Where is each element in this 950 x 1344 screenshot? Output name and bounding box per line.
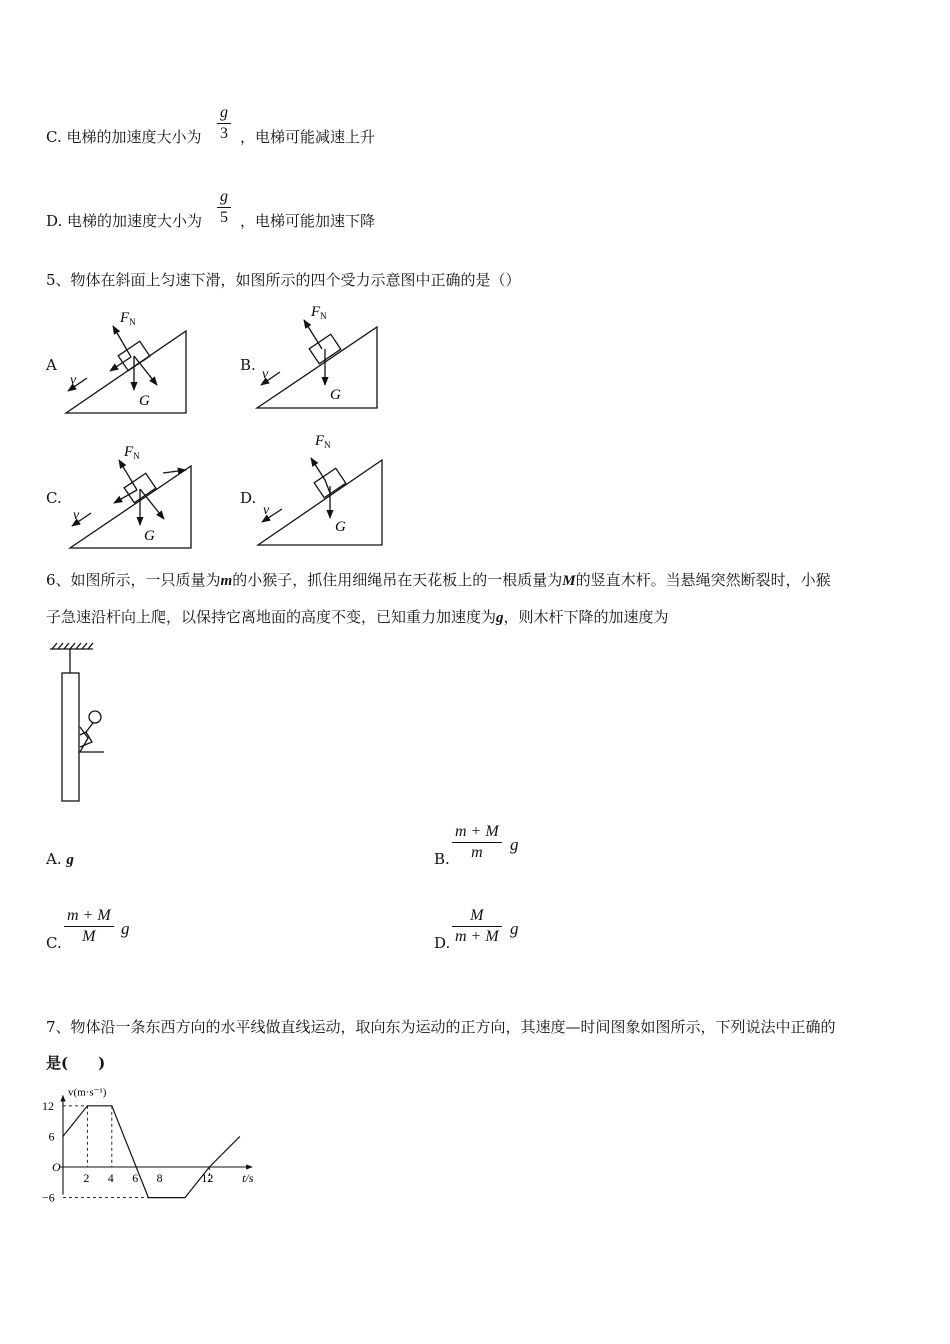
y-tick-label: 6 — [48, 1129, 55, 1144]
q6-option-c-g: g — [121, 919, 130, 938]
q5-b-fn-label: $F_N$ — [311, 304, 327, 321]
q4-option-d-tail: ，电梯可能加速下降 — [240, 212, 376, 230]
x-tick-label: 2 — [83, 1171, 90, 1185]
q6-option-c-label: C. — [46, 934, 62, 952]
q5-c-g-label: G — [144, 528, 155, 544]
q6-stem-line2: 子急速沿杆向上爬，以保持它离地面的高度不变，已知重力加速度为g，则木杆下降的加速度为 — [46, 608, 669, 626]
q6-option-d-g: g — [510, 919, 519, 938]
q5-c-fn-label: $F_N$ — [124, 444, 140, 461]
x-axis-label: t/s — [242, 1171, 254, 1185]
y-tick-label: −6 — [42, 1190, 55, 1205]
q5-label-a: A — [46, 356, 57, 374]
q4-option-d-fraction: g 5 — [217, 188, 231, 227]
q6-option-b-fraction: m + M m — [452, 823, 502, 862]
x-tick-label: 4 — [107, 1171, 114, 1185]
y-axis-label: v(m·s⁻¹) — [68, 1086, 107, 1099]
q5-diagram-d — [258, 458, 382, 545]
q5-label-b: B. — [240, 356, 256, 374]
x-tick-label: 6 — [132, 1171, 139, 1185]
q4-option-c-tail: ，电梯可能减速上升 — [240, 128, 376, 146]
x-tick-label: 12 — [201, 1171, 214, 1185]
q5-stem: 5、物体在斜面上匀速下滑，如图所示的四个受力示意图中正确的是（） — [46, 271, 521, 289]
q6-option-b-label: B. — [434, 850, 450, 868]
q5-d-v-label: v — [263, 503, 270, 518]
q5-label-c: C. — [46, 489, 62, 507]
q5-b-g-label: G — [330, 387, 341, 403]
q5-c-v-label: v — [73, 508, 80, 523]
q5-b-v-label: v — [262, 367, 269, 382]
origin-label: O — [52, 1160, 61, 1174]
q4-option-d: D. 电梯的加速度大小为 — [46, 212, 203, 230]
q4-option-c-fraction: g 3 — [217, 104, 231, 143]
q5-diagram-a — [66, 326, 186, 413]
q7-stem-line1: 7、物体沿一条东西方向的水平线做直线运动，取向东为运动的正方向，其速度—时间图象如图所示，下列说法中正确的 — [46, 1018, 836, 1036]
q6-option-b-g: g — [510, 835, 519, 854]
y-tick-label: 12 — [42, 1098, 54, 1113]
q6-option-a: A. g — [46, 850, 74, 868]
q5-d-fn-label: $F_N$ — [315, 433, 331, 450]
q5-a-g-label: G — [139, 393, 150, 409]
q5-a-fn-label: $F_N$ — [120, 310, 136, 327]
q6-option-d-label: D. — [434, 934, 451, 952]
q5-diagram-c — [70, 460, 191, 548]
x-tick-label: 8 — [156, 1171, 163, 1185]
q5-diagram-b — [257, 320, 377, 408]
q4-option-c: C. 电梯的加速度大小为 — [46, 128, 202, 146]
q6-stem-line1: 6、如图所示，一只质量为m的小猴子，抓住用细绳吊在天花板上的一根质量为M的竖直木杆。当悬绳突然断裂时，小猴 — [46, 571, 831, 589]
q6-monkey-pole-figure — [50, 643, 104, 801]
q5-label-d: D. — [240, 489, 257, 507]
q7-velocity-time-chart — [40, 1080, 280, 1210]
q7-stem-line2: 是( ) — [46, 1054, 106, 1072]
q5-a-v-label: v — [70, 373, 77, 388]
q6-option-c-fraction: m + M M — [64, 907, 114, 946]
q5-d-g-label: G — [335, 519, 346, 535]
q6-option-d-fraction: M m + M — [452, 907, 502, 946]
